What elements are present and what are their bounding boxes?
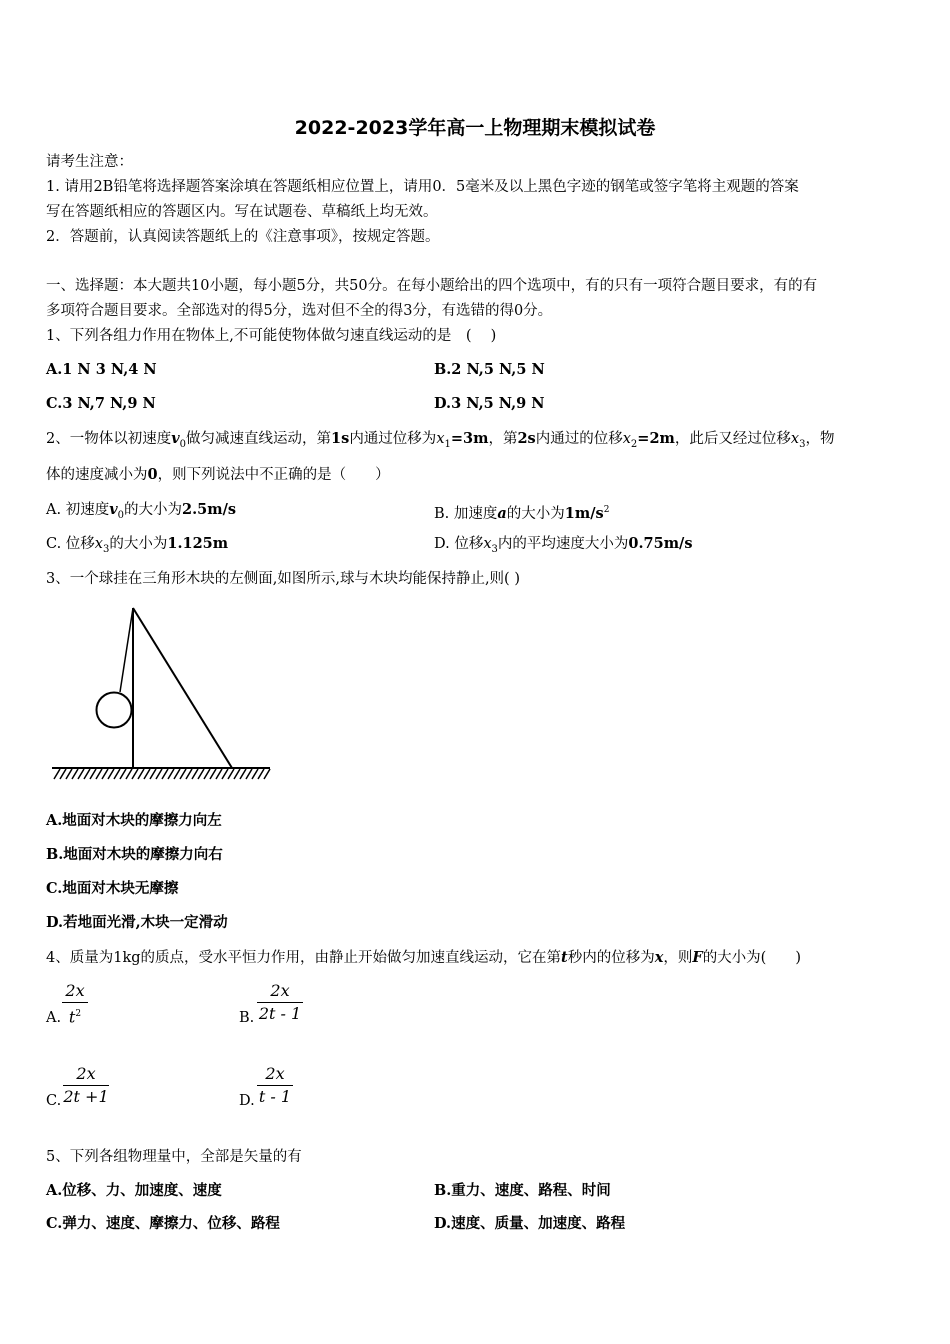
hatch-mark (204, 769, 210, 779)
hanging-ball (97, 693, 132, 728)
fraction-numerator: 2x (265, 1064, 285, 1083)
q4-text: 4、质量为 (46, 950, 114, 966)
fraction-numerator: 2x (76, 1064, 96, 1083)
question-1-stem: 1、下列各组力作用在物体上,不可能使物体做匀速直线运动的是 ( ) (46, 328, 497, 344)
q4-symbol-x: x (654, 949, 664, 966)
hatch-mark (150, 769, 156, 779)
q2-d-text: 内的平均速度大小为 (497, 536, 629, 552)
q2-subscript: 2 (630, 438, 638, 450)
q2-c-value: 1.125m (167, 535, 229, 552)
fraction-denominator-base: t (68, 1007, 76, 1027)
hatch-mark (198, 769, 204, 779)
hatch-mark (252, 769, 258, 779)
fraction-denominator (62, 1003, 88, 1028)
q2-text: 做匀减速直线运动，第 (186, 431, 332, 447)
question-3-option-b: B.地面对木块的摩擦力向右 (46, 846, 223, 863)
section-intro-line-2: 多项符合题目要求。全部选对的得5分，选对但不全的得3分，有选错的得0分。 (46, 303, 553, 319)
fraction-denominator-sup: 2 (75, 1009, 82, 1019)
fraction-denominator: 2t +1 (63, 1087, 109, 1106)
question-5-stem: 5、下列各组物理量中，全部是矢量的有 (46, 1149, 302, 1165)
notice-item-1-line-2: 写在答题纸相应的答题区内。写在试题卷、草稿纸上均无效。 (46, 204, 438, 220)
q2-a-value: 2.5m/s (182, 501, 237, 518)
fraction-numerator: 2x (65, 981, 85, 1000)
q2-text: ，第 (488, 431, 518, 447)
q4-value: 1kg (113, 950, 141, 966)
hatch-mark (120, 769, 126, 779)
q2-value: 0 (147, 466, 158, 483)
q2-b-superscript: 2 (603, 505, 610, 515)
question-5-option-c: C.弹力、速度、摩擦力、位移、路程 (46, 1215, 280, 1232)
question-2-stem-line-1 (46, 429, 834, 455)
question-2-option-a (46, 500, 236, 526)
hatch-mark (90, 769, 96, 779)
hatch-mark (72, 769, 78, 779)
q2-a-text: 的大小为 (124, 502, 183, 518)
q2-text: ，则下列说法中不正确的是（ ） (157, 467, 390, 483)
hatch-mark (180, 769, 186, 779)
q2-b-value: 1m/s (564, 504, 604, 522)
hatch-mark (186, 769, 192, 779)
hatch-mark (84, 769, 90, 779)
hatch-mark (222, 769, 228, 779)
fraction-denominator: t - 1 (258, 1087, 292, 1106)
question-4-option-a-fraction (62, 980, 88, 1028)
q2-text: 体的速度减小为 (46, 467, 148, 483)
q2-text: 内通过位移为 (349, 431, 437, 447)
question-3-stem: 3、一个球挂在三角形木块的左侧面,如图所示,球与木块均能保持静止,则( ) (46, 571, 520, 587)
q2-b-text: B. 加速度 (434, 505, 498, 522)
section-intro-line-1: 一、选择题：本大题共10小题，每小题5分，共50分。在每小题给出的四个选项中，有的只有一项符合题目要求，有的有 (46, 278, 818, 294)
q2-b-text: 的大小为 (506, 505, 565, 522)
q2-a-subscript: 0 (117, 509, 125, 521)
hatch-mark (102, 769, 108, 779)
question-2-option-c (46, 534, 228, 560)
hatch-mark (258, 769, 264, 779)
hatch-mark (132, 769, 138, 779)
notice-item-1-line-1: 1. 请用2B铅笔将选择题答案涂填在答题纸相应位置上，请用0．5毫米及以上黑色字迹的钢笔或签字笔将主观题的答案 (46, 179, 799, 195)
question-4-option-b-label: B. (239, 1010, 255, 1026)
question-1-option-d: D.3 N,5 N,9 N (434, 395, 545, 412)
q2-text: 内通过的位移 (535, 431, 623, 447)
q2-text: ，物 (805, 431, 835, 447)
notice-heading: 请考生注意： (46, 154, 133, 170)
question-4-option-d-label: D. (239, 1093, 255, 1109)
q2-symbol-x2: x (622, 431, 631, 447)
q2-b-symbol: a (497, 504, 507, 522)
q4-text: 的质点，受水平恒力作用，由静止开始做匀加速直线运动，它在第 (140, 950, 562, 966)
ball-on-wedge-figure (50, 604, 274, 784)
fraction-numerator: 2x (270, 981, 290, 1000)
hatch-mark (66, 769, 72, 779)
hatch-mark (246, 769, 252, 779)
question-1-option-a: A.1 N 3 N,4 N (46, 361, 157, 378)
q2-d-subscript: 3 (491, 543, 498, 555)
page-title: 2022-2023学年高一上物理期末模拟试卷 (294, 117, 656, 139)
hatch-mark (234, 769, 240, 779)
question-3-option-a: A.地面对木块的摩擦力向左 (46, 812, 222, 829)
q4-symbol-t: t (561, 949, 568, 966)
q2-value: 1s (331, 430, 350, 447)
hatch-mark (174, 769, 180, 779)
hatch-mark (138, 769, 144, 779)
q2-subscript: 0 (179, 438, 187, 450)
q2-d-value: 0.75m/s (628, 535, 693, 552)
q2-d-symbol: x (483, 536, 492, 552)
question-4-option-a-label: A. (46, 1010, 62, 1026)
q2-c-text: C. 位移 (46, 536, 95, 552)
question-1-option-c: C.3 N,7 N,9 N (46, 395, 156, 412)
q2-a-symbol: v (109, 501, 118, 518)
hatch-mark (54, 769, 60, 779)
q2-value: =3m (450, 430, 489, 447)
q2-text: 2、一物体以初速度 (46, 431, 172, 447)
hatch-mark (192, 769, 198, 779)
hatch-mark (108, 769, 114, 779)
q2-d-text: D. 位移 (434, 536, 484, 552)
hatch-mark (168, 769, 174, 779)
question-1-option-b: B.2 N,5 N,5 N (434, 361, 545, 378)
q4-text: 秒内的位移为 (567, 950, 655, 966)
hatch-mark (60, 769, 66, 779)
question-5-option-a: A.位移、力、加速度、速度 (46, 1182, 222, 1199)
q2-subscript: 3 (799, 438, 806, 450)
hatch-mark (240, 769, 246, 779)
q2-symbol-x3: x (790, 431, 800, 447)
question-4-option-c-fraction (63, 1063, 109, 1108)
hatch-mark (264, 769, 270, 779)
q2-c-subscript: 3 (102, 543, 110, 555)
hatch-mark (156, 769, 162, 779)
hatch-mark (216, 769, 222, 779)
hatch-mark (126, 769, 132, 779)
q2-c-text: 的大小为 (109, 536, 168, 552)
question-4-option-c-label: C. (46, 1093, 62, 1109)
question-2-option-b (434, 500, 609, 524)
hatch-mark (210, 769, 216, 779)
question-4-option-b-fraction (257, 980, 303, 1025)
q2-text: ，此后又经过位移 (674, 431, 791, 447)
question-5-option-d: D.速度、质量、加速度、路程 (434, 1215, 626, 1232)
q2-a-text: A. 初速度 (46, 502, 110, 518)
wedge-block (133, 608, 232, 768)
q2-c-symbol: x (94, 536, 103, 552)
q4-symbol-f: F (692, 949, 703, 966)
q4-text: ，则 (663, 950, 693, 966)
notice-item-2: 2．答题前，认真阅读答题纸上的《注意事项》，按规定答题。 (46, 229, 440, 245)
question-3-option-d: D.若地面光滑,木块一定滑动 (46, 914, 228, 931)
q2-value: 2s (517, 430, 536, 447)
q2-value: =2m (637, 430, 675, 447)
q2-symbol-v: v (171, 430, 180, 447)
q2-symbol-x1: x (436, 431, 445, 447)
question-3-option-c: C.地面对木块无摩擦 (46, 880, 179, 897)
string-line (120, 608, 133, 692)
question-5-option-b: B.重力、速度、路程、时间 (434, 1182, 611, 1199)
hatch-mark (162, 769, 168, 779)
hatch-mark (96, 769, 102, 779)
ground-hatching (52, 768, 270, 779)
question-4-option-d-fraction (257, 1063, 293, 1108)
q2-subscript: 1 (444, 438, 451, 450)
q4-text: 的大小为( ) (702, 950, 802, 966)
hatch-mark (78, 769, 84, 779)
hatch-mark (144, 769, 150, 779)
question-4-stem (46, 948, 801, 968)
hatch-mark (114, 769, 120, 779)
question-2-stem-line-2 (46, 465, 390, 485)
fraction-denominator: 2t - 1 (258, 1004, 302, 1023)
question-2-option-d (434, 534, 693, 560)
hatch-mark (228, 769, 234, 779)
